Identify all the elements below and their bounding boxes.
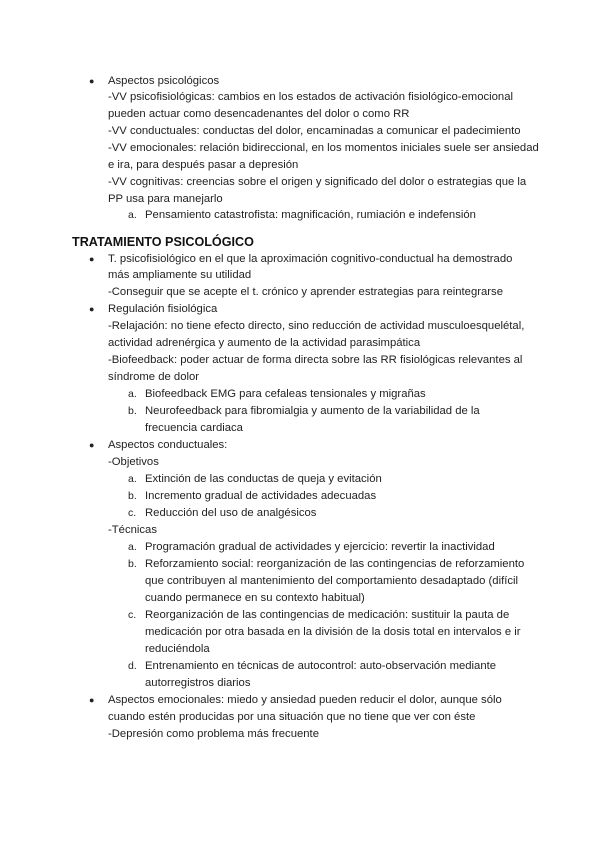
text-line: -VV conductuales: conductas del dolor, encaminadas a comunicar el padecimiento — [108, 125, 521, 137]
list-item-continuation: autorregistros diarios — [145, 677, 251, 689]
list-marker: b. — [128, 405, 137, 417]
subsection-label: -Técnicas — [108, 524, 157, 536]
text-line: -VV cognitivas: creencias sobre el origen y significado del dolor o estrategias que la — [108, 176, 527, 188]
list-item: Entrenamiento en técnicas de autocontrol: auto-observación mediante — [145, 660, 497, 672]
list-item: Biofeedback EMG para cefaleas tensionales y migrañas — [145, 388, 426, 400]
list-item: Reorganización de las contingencias de medicación: sustituir la pauta de — [145, 609, 510, 621]
text-line: más ampliamente su utilidad — [108, 269, 252, 281]
subsection-label: -Objetivos — [108, 456, 159, 468]
list-item-continuation: cuando permanece en su contexto habitual) — [145, 592, 365, 604]
text-line: actividad adrenérgica y aumento de la actividad parasimpática — [108, 337, 421, 349]
list-item: Reducción del uso de analgésicos — [145, 507, 317, 519]
text-line: -Biofeedback: poder actuar de forma directa sobre las RR fisiológicas relevantes al — [108, 354, 523, 366]
text-line: -Depresión como problema más frecuente — [108, 728, 319, 740]
list-item: Incremento gradual de actividades adecuadas — [145, 490, 377, 502]
section-title: T. psicofisiológico en el que la aproximación cognitivo-conductual ha demostrado — [108, 253, 513, 265]
section-title: Regulación fisiológica — [108, 303, 218, 315]
section-title: Aspectos psicológicos — [108, 75, 220, 87]
list-marker: a. — [128, 473, 137, 485]
list-item: Neurofeedback para fibromialgia y aumento de la variabilidad de la — [145, 405, 480, 417]
list-marker: c. — [128, 507, 137, 519]
list-item: Programación gradual de actividades y ejercicio: revertir la inactividad — [145, 541, 495, 553]
bullet-dot: ● — [89, 695, 95, 705]
list-item-continuation: que contribuyen al mantenimiento del comportamiento desadaptado (difícil — [145, 575, 519, 587]
list-marker: b. — [128, 558, 137, 570]
text-line: -Relajación: no tiene efecto directo, sino reducción de actividad musculoesquelétal, — [108, 320, 525, 332]
text-line: síndrome de dolor — [108, 371, 200, 383]
list-item: Extinción de las conductas de queja y evitación — [145, 473, 382, 485]
text-line: e ira, para después pasar a depresión — [108, 159, 299, 171]
text-line: -Conseguir que se acepte el t. crónico y aprender estrategias para reintegrarse — [108, 286, 503, 298]
bullet-dot: ● — [89, 254, 95, 264]
bullet-dot: ● — [89, 440, 95, 450]
list-marker: c. — [128, 609, 137, 621]
list-item-continuation: reduciéndola — [145, 643, 210, 655]
text-line: -VV psicofisiológicas: cambios en los estados de activación fisiológico-emocional — [108, 91, 514, 103]
list-marker: a. — [128, 388, 137, 400]
list-item-continuation: medicación por otra basada en la división de la dosis total en intervalos e ir — [145, 626, 521, 638]
list-marker: b. — [128, 490, 137, 502]
section-heading: TRATAMIENTO PSICOLÓGICO — [72, 235, 254, 249]
section-title: Aspectos emocionales: miedo y ansiedad pueden reducir el dolor, aunque sólo — [108, 694, 502, 706]
section-title: Aspectos conductuales: — [108, 439, 228, 451]
list-marker: d. — [128, 660, 137, 672]
text-line: pueden actuar como desencadenantes del dolor o como RR — [108, 108, 410, 120]
text-line: -VV emocionales: relación bidireccional, en los momentos iniciales suele ser ansiedad — [108, 142, 539, 154]
bullet-dot: ● — [89, 76, 95, 86]
list-marker: a. — [128, 209, 137, 221]
list-item-continuation: frecuencia cardiaca — [145, 422, 243, 434]
bullet-dot: ● — [89, 304, 95, 314]
list-item: Pensamiento catastrofista: magnificación, rumiación e indefensión — [145, 209, 476, 221]
text-line: cuando estén producidas por una situación que no tiene que ver con éste — [108, 711, 476, 723]
list-marker: a. — [128, 541, 137, 553]
text-line: PP usa para manejarlo — [108, 193, 223, 205]
list-item: Reforzamiento social: reorganización de las contingencias de reforzamiento — [145, 558, 525, 570]
